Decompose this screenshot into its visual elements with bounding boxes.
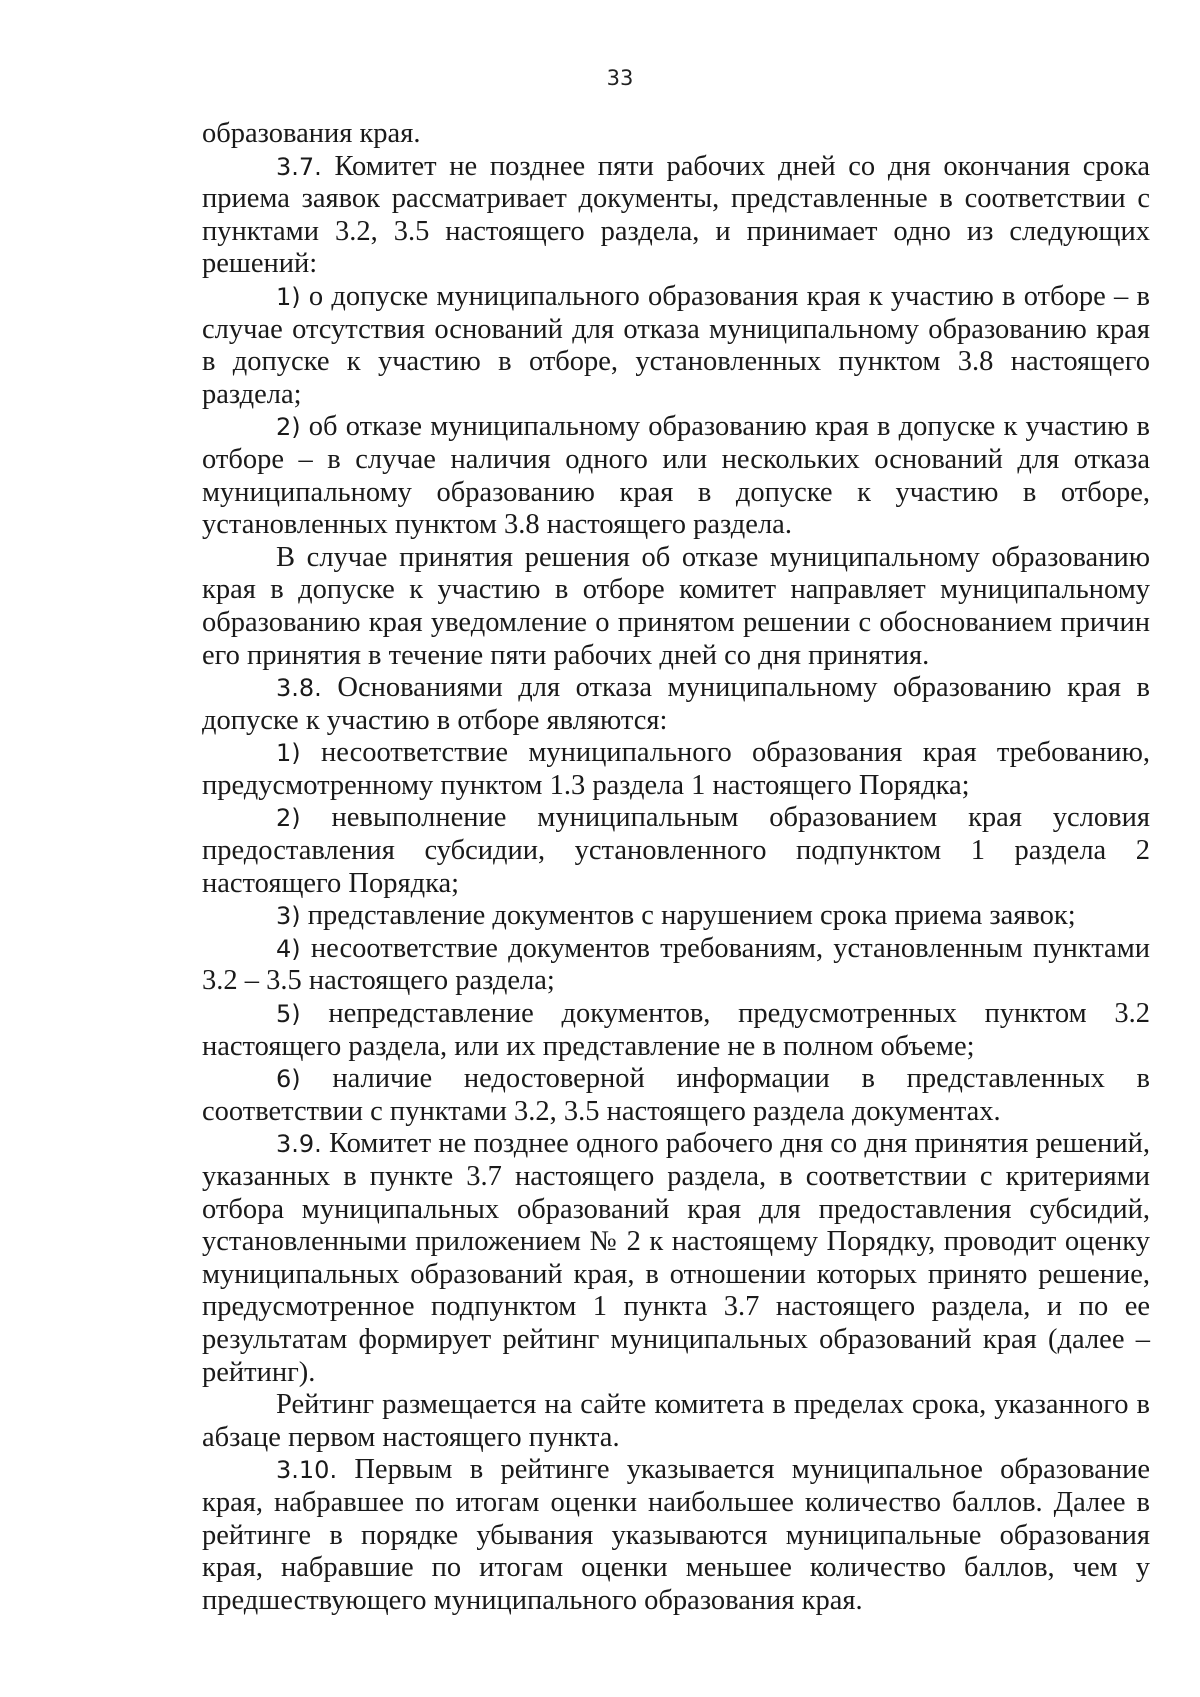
paragraph-text: Первым в рейтинге указывается муниципальное образование края, набравшее по итогам оценки наибольшее количество баллов. Далее в рейтинге в порядке убывания указываются муниципальные образования края, набравшие по итогам оценки меньшее количество баллов, чем у предшествующего муниципального образования края. bbox=[202, 1454, 1150, 1616]
item-number: 6) bbox=[276, 1065, 301, 1094]
page-number: 33 bbox=[606, 66, 634, 90]
paragraph bbox=[202, 1128, 1150, 1389]
paragraph bbox=[202, 737, 1150, 802]
paragraph bbox=[202, 802, 1150, 900]
paragraph-text: об отказе муниципальному образованию края в допуске к участию в отборе – в случае наличия одного или нескольких оснований для отказа муниципальному образованию края в допуске к участию в отборе, установленных пунктом 3.8 настоящего раздела. bbox=[202, 411, 1150, 541]
item-number: 3.8. bbox=[276, 674, 322, 703]
paragraph bbox=[202, 281, 1150, 411]
paragraph bbox=[202, 672, 1150, 737]
paragraph-text: Комитет не позднее одного рабочего дня со дня принятия решений, указанных в пункте 3.7 настоящего раздела, в соответствии с критериями отбора муниципальных образований края для предоставления субсидий, установленными приложением № 2 к настоящему Порядку, проводит оценку муниципальных образований края, в отношении которых принято решение, предусмотренное подпунктом 1 пункта 3.7 настоящего раздела, и по ее результатам формирует рейтинг муниципальных образований края (далее – рейтинг). bbox=[202, 1128, 1150, 1388]
paragraph bbox=[202, 998, 1150, 1063]
paragraph bbox=[202, 1389, 1150, 1454]
paragraph-text: Рейтинг размещается на сайте комитета в пределах срока, указанного в абзаце первом настоящего пункта. bbox=[202, 1389, 1150, 1453]
item-number: 2) bbox=[276, 413, 301, 442]
paragraph bbox=[202, 1063, 1150, 1128]
paragraph-text: несоответствие документов требованиям, установленным пунктами 3.2 – 3.5 настоящего раздела; bbox=[202, 932, 1150, 997]
paragraph-text: Основаниями для отказа муниципальному образованию края в допуске к участию в отборе являются: bbox=[202, 672, 1150, 736]
item-number: 3) bbox=[276, 902, 301, 931]
item-number: 1) bbox=[276, 282, 301, 311]
paragraph-text: образования края. bbox=[202, 118, 421, 149]
item-number: 4) bbox=[276, 934, 301, 963]
paragraph bbox=[202, 1454, 1150, 1617]
paragraph-text: непредставление документов, предусмотренных пунктом 3.2 настоящего раздела, или их представление не в полном объеме; bbox=[202, 998, 1150, 1062]
paragraph-text: В случае принятия решения об отказе муниципальному образованию края в допуске к участию в отборе комитет направляет муниципальному образованию края уведомление о принятом решении с обоснованием причин его принятия в течение пяти рабочих дней со дня принятия. bbox=[202, 541, 1150, 671]
paragraph-text: наличие недостоверной информации в представленных в соответствии с пунктами 3.2, 3.5 настоящего раздела документах. bbox=[202, 1063, 1150, 1127]
paragraph bbox=[202, 933, 1150, 998]
paragraph-text: представление документов с нарушением срока приема заявок; bbox=[300, 900, 1076, 932]
paragraph-text: Комитет не позднее пяти рабочих дней со дня окончания срока приема заявок рассматривает документы, представленные в соответствии с пунктами 3.2, 3.5 настоящего раздела, и принимает одно из следующих решений: bbox=[202, 150, 1150, 280]
paragraph bbox=[202, 151, 1150, 281]
item-number: 3.7. bbox=[276, 152, 322, 181]
item-number: 5) bbox=[276, 1000, 301, 1029]
paragraph-text: невыполнение муниципальным образованием края условия предоставления субсидии, установленного подпунктом 1 раздела 2 настоящего Порядка; bbox=[202, 802, 1150, 899]
paragraph bbox=[202, 411, 1150, 541]
item-number: 3.9. bbox=[276, 1130, 322, 1159]
item-number: 3.10. bbox=[276, 1456, 338, 1485]
paragraph bbox=[202, 118, 1150, 151]
document-body bbox=[202, 118, 1150, 1617]
paragraph-text: о допуске муниципального образования края к участию в отборе – в случае отсутствия оснований для отказа муниципальному образованию края в допуске к участию в отборе, установленных пунктом 3.8 настоящего раздела; bbox=[202, 280, 1150, 410]
item-number: 1) bbox=[276, 739, 301, 768]
item-number: 2) bbox=[276, 804, 301, 833]
paragraph-text: несоответствие муниципального образования края требованию, предусмотренному пунктом 1.3 раздела 1 настоящего Порядка; bbox=[202, 737, 1150, 801]
paragraph bbox=[202, 542, 1150, 672]
paragraph bbox=[202, 900, 1150, 933]
